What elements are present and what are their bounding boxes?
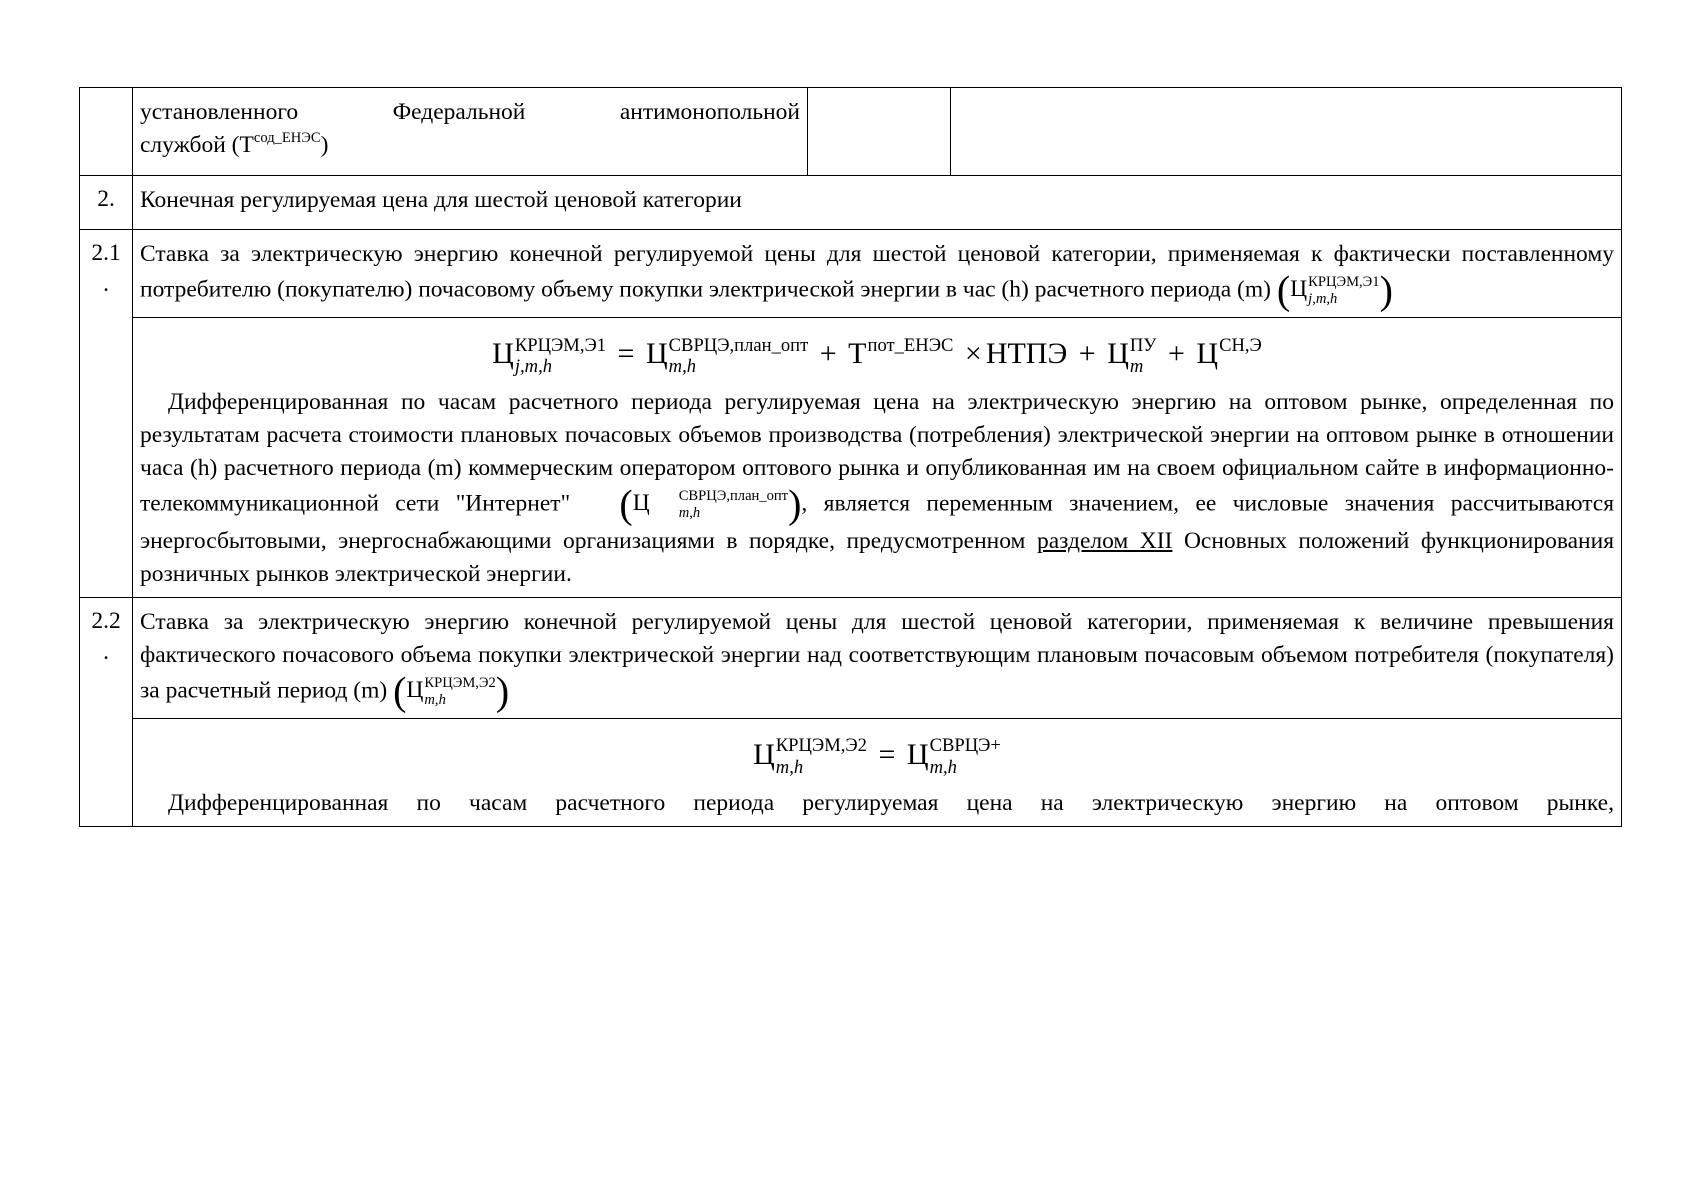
intro-word-2: Федеральной bbox=[392, 99, 526, 125]
item-2-1-symbol: (Ц КРЦЭМ,Э1 j,m,h ) bbox=[1276, 268, 1393, 313]
item-2-1-explanation-part1: Дифференцированная по часам расчетного периода регулируемая цена на электрическую энергию на оптовом рынке, определенная по результатам расчета стоимости плановых почасовых объемов производства (потребления) электрической энергии на оптовом рынке в отношении часа (h) расчетного периода (m) коммерческим оператором оптового рынка и опубликованная им на своем официальном сайте в информационно-телекоммуникационной сети "Интернет" bbox=[140, 388, 1614, 517]
item-2-1-explanation-part3: Основных положений функционирования розничных рынков электрической энергии. bbox=[140, 527, 1615, 587]
section-xii-link[interactable]: разделом XII bbox=[1036, 527, 1173, 554]
intro-value-cell bbox=[808, 88, 951, 176]
table-row-intro bbox=[80, 88, 1622, 176]
item-2-1-description: Ставка за электрическую энергию конечной регулируемой цены для шестой ценовой категории, применяемая к фактически поставленному потребителю (покупателю) почасовому объему покупки электрической энергии в час (h) расчетного периода (m) bbox=[140, 241, 1614, 303]
table-row-item-2-1 bbox=[80, 230, 1622, 318]
intro-line-2-text: службой (Т bbox=[140, 132, 254, 158]
number-cell-empty bbox=[80, 88, 133, 176]
intro-word-1: установленного bbox=[140, 99, 299, 125]
intro-note-cell bbox=[951, 88, 1622, 176]
item-2-1-formula: Ц КРЦЭМ,Э1 j,m,h = Ц СВРЦЭ,план_опт m,h + Т пот_ЕНЭС × НТПЭ + Ц ПУ m + Ц СН,Э bbox=[492, 334, 1262, 378]
item-2-1-number-text: 2.1 bbox=[91, 240, 121, 266]
table-row-section-2 bbox=[80, 176, 1622, 230]
table-row-item-2-1-formula bbox=[80, 317, 1622, 597]
item-2-1-formula-cell bbox=[133, 317, 1622, 597]
intro-superscript: сод_ЕНЭС bbox=[253, 129, 321, 146]
item-2-1-explanation-part2: , является переменным значением, ее числовые значения рассчитываются энергосбытовыми, энергоснабжающими организациями в порядке, предусмотренном bbox=[140, 490, 1615, 554]
item-2-2-formula: Ц КРЦЭМ,Э2 m,h = Ц СВРЦЭ+ m,h bbox=[753, 735, 1001, 778]
item-2-1-description-cell bbox=[133, 230, 1622, 318]
item-2-2-number-text: 2.2 bbox=[91, 607, 121, 634]
item-2-2-symbol: (Ц КРЦЭМ,Э2 m,h ) bbox=[393, 668, 510, 714]
item-2-2-explanation: Дифференцированная по часам расчетного периода регулируемая цена на электрическую энергию на оптовом рынке, bbox=[168, 789, 1614, 816]
table-row-item-2-2-formula bbox=[80, 718, 1622, 826]
item-2-2-number bbox=[80, 597, 133, 826]
item-2-1-explanation-symbol: (Ц СВРЦЭ,план_опт m,h ) bbox=[619, 481, 802, 527]
item-2-2-formula-cell bbox=[133, 718, 1622, 826]
item-2-1-number bbox=[80, 230, 133, 598]
intro-word-3: антимонопольной bbox=[619, 99, 800, 125]
item-2-1-explanation bbox=[140, 386, 1614, 591]
item-2-2-number-dot: . bbox=[103, 638, 109, 665]
item-2-2-description: Ставка за электрическую энергию конечной регулируемой цены для шестой ценовой категории, применяемая к величине превышения фактического почасового объема покупки электрической энергии над соответствующим плановым почасовым объемом потребителя (покупателя) за расчетный период (m) bbox=[140, 608, 1614, 704]
intro-line-2 bbox=[140, 129, 800, 162]
intro-line-2-end: ) bbox=[320, 132, 329, 158]
table-row-item-2-2 bbox=[80, 597, 1622, 718]
item-2-2-description-cell bbox=[133, 597, 1622, 718]
tariff-table bbox=[79, 87, 1622, 827]
section-2-number: 2. bbox=[80, 176, 133, 230]
intro-text-cell bbox=[133, 88, 808, 176]
item-2-1-number-dot: . bbox=[103, 271, 109, 297]
section-2-title: Конечная регулируемая цена для шестой ценовой категории bbox=[133, 176, 1622, 230]
intro-line-1 bbox=[140, 96, 800, 129]
